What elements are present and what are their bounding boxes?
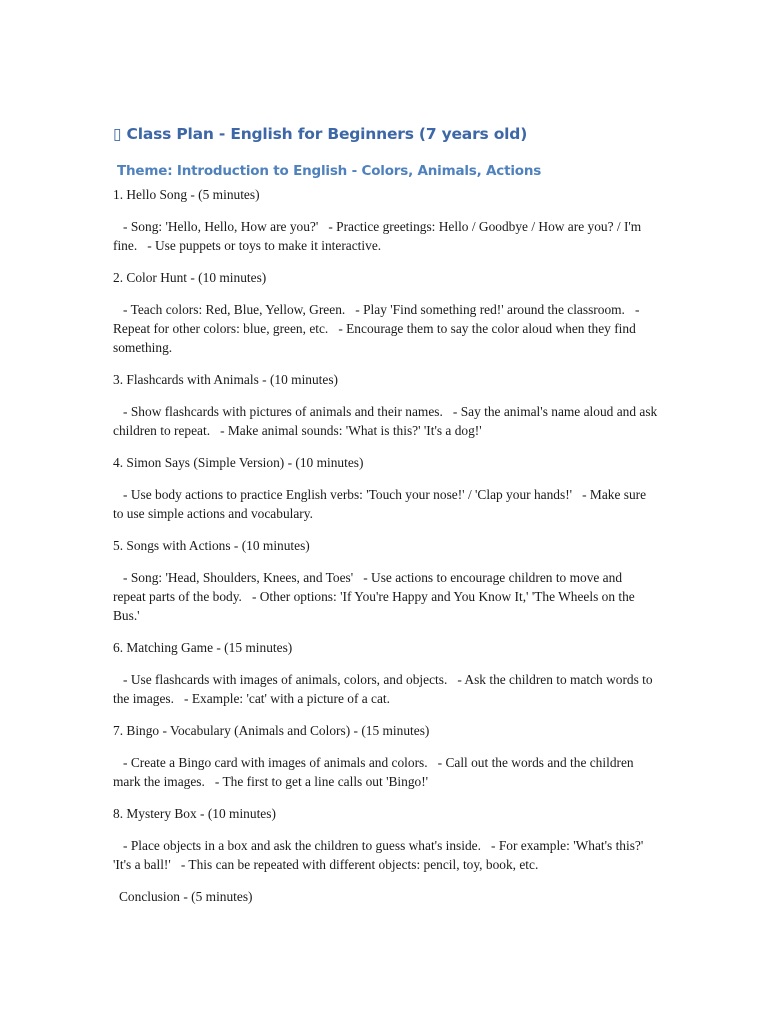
lesson-sections [113, 185, 661, 919]
section-heading: 4. Simon Says (Simple Version) - (10 minutes) [113, 455, 364, 470]
section-heading: 7. Bingo - Vocabulary (Animals and Colors) - (15 minutes) [113, 723, 430, 738]
section-body: - Song: 'Hello, Hello, How are you?' - Practice greetings: Hello / Goodbye / How are you? / I'm fine. - Use puppets or toys to make it interactive. [113, 219, 645, 253]
conclusion-heading: Conclusion - (5 minutes) [119, 889, 253, 904]
section-heading: 2. Color Hunt - (10 minutes) [113, 270, 267, 285]
section-body: - Use flashcards with images of animals, colors, and objects. - Ask the children to match words to the images. - Example: 'cat' with a picture of a cat. [113, 672, 656, 706]
section-body: - Place objects in a box and ask the children to guess what's inside. - For example: 'What's this?' 'It's a ball!' - This can be repeated with different objects: pencil, toy, book, etc. [113, 838, 647, 872]
section-body: - Teach colors: Red, Blue, Yellow, Green. - Play 'Find something red!' around the classroom. - Repeat for other colors: blue, green, etc. - Encourage them to say the color aloud when they find something. [113, 302, 643, 355]
section-heading: 3. Flashcards with Animals - (10 minutes) [113, 372, 339, 387]
section-heading: 8. Mystery Box - (10 minutes) [113, 806, 276, 821]
document-theme: Theme: Introduction to English - Colors, Animals, Actions [117, 163, 542, 179]
document-title: ▯ Class Plan - English for Beginners (7 years old) [113, 125, 528, 143]
section-heading: 6. Matching Game - (15 minutes) [113, 640, 293, 655]
section-body: - Create a Bingo card with images of animals and colors. - Call out the words and the children mark the images. - The first to get a line calls out 'Bingo!' [113, 755, 637, 789]
section-body: - Song: 'Head, Shoulders, Knees, and Toes' - Use actions to encourage children to move and repeat parts of the body. - Other options: 'If You're Happy and You Know It,' 'The Wheels on the Bus.' [113, 570, 639, 623]
section-heading: 5. Songs with Actions - (10 minutes) [113, 538, 310, 553]
section-heading: 1. Hello Song - (5 minutes) [113, 187, 260, 202]
section-body: - Show flashcards with pictures of animals and their names. - Say the animal's name aloud and ask children to repeat. - Make animal sounds: 'What is this?' 'It's a dog!' [113, 404, 661, 438]
section-body: - Use body actions to practice English verbs: 'Touch your nose!' / 'Clap your hands!' - Make sure to use simple actions and vocabulary. [113, 487, 650, 521]
